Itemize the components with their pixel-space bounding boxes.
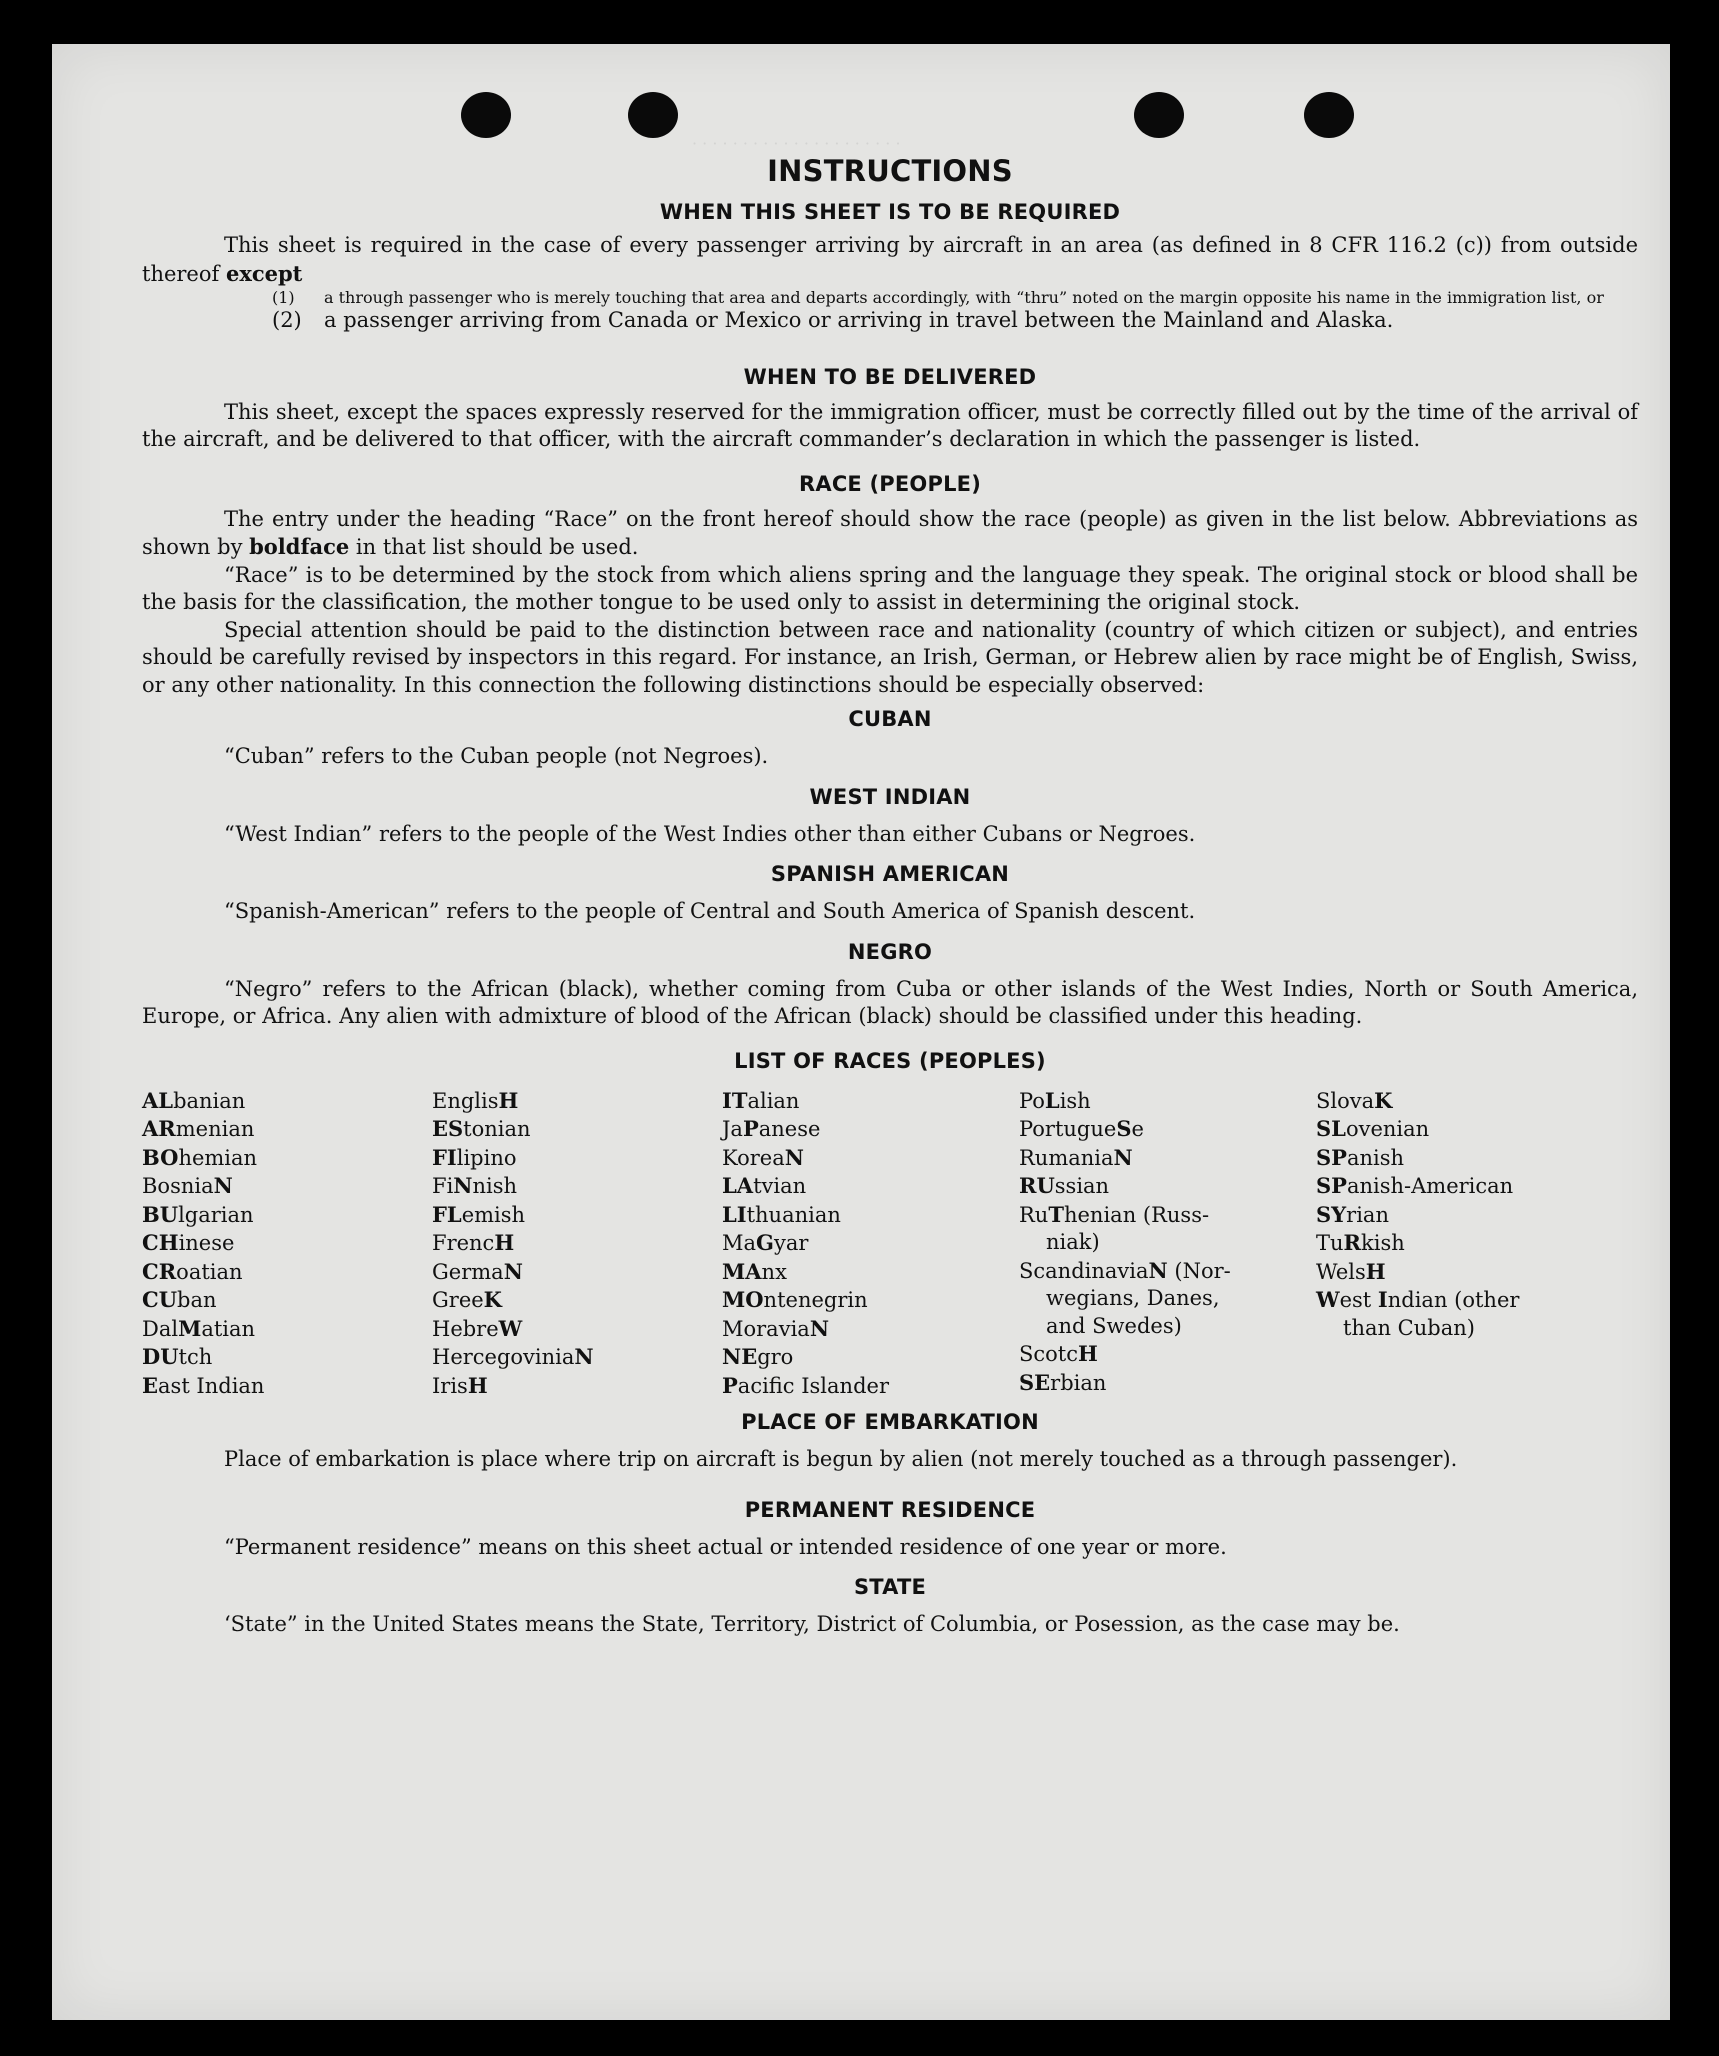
race-entry: RUssian <box>1019 1173 1110 1198</box>
race-entry: EnglisH <box>432 1087 519 1113</box>
race-entry: RuThenian (Russ- <box>1019 1201 1210 1227</box>
race-entry: DUtch <box>142 1344 213 1369</box>
race-entry: SErbian <box>1019 1369 1107 1395</box>
race-entry: DalMatian <box>142 1315 256 1341</box>
race-entry: CUban <box>142 1287 217 1312</box>
instructions-content <box>142 154 1638 1639</box>
races-column-5 <box>1316 1087 1638 1401</box>
race-entry: WelsH <box>1316 1258 1386 1284</box>
heading-west-indian: WEST INDIAN <box>809 784 971 809</box>
race-entry: RumaniaN <box>1019 1144 1133 1170</box>
race-paragraph-3: Special attention should be paid to the distinction between race and nationality (country of which citizen or subject), and entries should be carefully revised by inspectors in this regard. For instance, an Irish, German, or Hebrew alien by race might be of English, Swiss, or any other nationality. In this connection the following distinctions should be especially observed: <box>142 617 1638 697</box>
race-entry: ITalian <box>722 1087 800 1113</box>
race-entry: West Indian (other <box>1316 1287 1520 1312</box>
race-entry: LIthuanian <box>722 1201 841 1227</box>
heading-race: RACE (PEOPLE) <box>799 471 981 496</box>
race-entry: BUlgarian <box>142 1201 254 1227</box>
race-entry: HercegoviniaN <box>432 1344 594 1369</box>
race-entry: PortugueSe <box>1019 1116 1144 1141</box>
punch-hole-4 <box>1304 92 1354 138</box>
race-entry-continuation: and Swedes) <box>1046 1313 1182 1338</box>
race-entry: GermaN <box>432 1258 523 1284</box>
show-through-text: · · · · · · · · · · · · · · · · · · · · · <box>692 134 901 153</box>
race-entry: MOntenegrin <box>722 1287 868 1312</box>
heading-embarkation: PLACE OF EMBARKATION <box>741 1410 1039 1434</box>
page-title: INSTRUCTIONS <box>767 154 1013 188</box>
when-required-item-1: (1) a through passenger who is merely touching that area and departs accordingly, with “thru” noted on the margin opposite his name in the immigration list, or <box>272 288 1604 307</box>
heading-permanent-residence: PERMANENT RESIDENCE <box>744 1497 1036 1522</box>
race-entry: BosniaN <box>142 1173 233 1198</box>
heading-spanish-american: SPANISH AMERICAN <box>770 862 1010 886</box>
race-entry: SlovaK <box>1316 1087 1393 1113</box>
negro-text: “Negro” refers to the African (black), whether coming from Cuba or other islands of the West Indies, North or South America, Europe, or Africa. Any alien with admixture of blood of the African (black) should be classified under this heading. <box>142 976 1638 1028</box>
race-entry: SYrian <box>1316 1201 1389 1227</box>
race-entry: LAtvian <box>722 1173 807 1198</box>
punch-hole-3 <box>1134 92 1184 138</box>
races-list <box>142 1087 1638 1401</box>
race-entry: SPanish-American <box>1316 1173 1514 1198</box>
race-entry: FrencH <box>432 1230 515 1255</box>
races-column-3 <box>722 1087 1019 1401</box>
races-column-2 <box>432 1087 722 1401</box>
race-entry: TuRkish <box>1316 1230 1405 1255</box>
race-entry: SLovenian <box>1316 1116 1430 1141</box>
race-entry: East Indian <box>142 1372 265 1398</box>
race-entry: FLemish <box>432 1201 526 1227</box>
when-required-item-2: (2) a passenger arriving from Canada or Mexico or arriving in travel between the Mainland and Alaska. <box>272 308 1394 332</box>
punch-hole-2 <box>628 92 678 138</box>
race-entry: ScandinaviaN (Nor- <box>1019 1257 1231 1283</box>
west-indian-text: “West Indian” refers to the people of the West Indies other than either Cubans or Negroes. <box>224 821 1196 846</box>
race-entry: FiNnish <box>432 1173 518 1198</box>
race-entry: ALbanian <box>142 1087 246 1113</box>
race-entry: GreeK <box>432 1287 502 1312</box>
race-entry: SPanish <box>1316 1144 1405 1170</box>
race-entry: HebreW <box>432 1315 523 1341</box>
cuban-text: “Cuban” refers to the Cuban people (not Negroes). <box>224 744 769 768</box>
race-entry: ARmenian <box>142 1116 255 1141</box>
heading-negro: NEGRO <box>847 939 933 964</box>
heading-cuban: CUBAN <box>848 707 932 731</box>
heading-list-of-races: LIST OF RACES (PEOPLES) <box>734 1048 1046 1073</box>
race-entry: MAnx <box>722 1258 787 1284</box>
race-entry-continuation: than Cuban) <box>1343 1315 1475 1340</box>
state-text: ‘State” in the United States means the State, Territory, District of Columbia, or Posession, as the case may be. <box>224 1612 1400 1636</box>
race-entry: EStonian <box>432 1116 531 1141</box>
race-paragraph-2: “Race” is to be determined by the stock from which aliens spring and the language they speak. The original stock or blood shall be the basis for the classification, the mother tongue to be used only to assist in determining the original stock. <box>142 562 1638 614</box>
race-entry: BOhemian <box>142 1144 258 1170</box>
race-entry: FIlipino <box>432 1144 517 1170</box>
heading-when-delivered: WHEN TO BE DELIVERED <box>743 364 1037 389</box>
when-required-intro: This sheet is required in the case of every passenger arriving by aircraft in an area (as defined in 8 CFR 116.2 (c)) from outside thereof except <box>142 233 1638 286</box>
race-entry: PoLish <box>1019 1087 1091 1113</box>
race-entry: CRoatian <box>142 1258 243 1284</box>
embarkation-text: Place of embarkation is place where trip on aircraft is begun by alien (not merely touched as a through passenger). <box>224 1447 1458 1471</box>
race-entry: NEgro <box>722 1344 794 1369</box>
race-entry-continuation: wegians, Danes, <box>1046 1286 1220 1310</box>
race-entry-continuation: niak) <box>1046 1230 1100 1254</box>
spanish-american-text: “Spanish-American” refers to the people of Central and South America of Spanish descent. <box>224 899 1196 923</box>
document-sheet <box>52 44 1670 2020</box>
punch-hole-1 <box>461 92 511 138</box>
race-entry: KoreaN <box>722 1144 804 1170</box>
race-entry: JaPanese <box>722 1116 821 1141</box>
race-entry: ScotcH <box>1019 1341 1098 1366</box>
race-entry: MaGyar <box>722 1230 809 1255</box>
permanent-residence-text: “Permanent residence” means on this sheet actual or intended residence of one year or more. <box>224 1534 1227 1559</box>
race-paragraph-1: The entry under the heading “Race” on the front hereof should show the race (people) as given in the list below. Abbreviations as shown by boldface in that list should be used. <box>142 506 1638 559</box>
heading-state: STATE <box>853 1575 927 1599</box>
race-entry: IrisH <box>432 1372 488 1398</box>
race-entry: MoraviaN <box>722 1315 830 1341</box>
heading-when-required: WHEN THIS SHEET IS TO BE REQUIRED <box>659 200 1121 224</box>
when-delivered-text: This sheet, except the spaces expressly reserved for the immigration officer, must be correctly filled out by the time of the arrival of the aircraft, and be delivered to that officer, with the aircraft commander’s declaration in which the passenger is listed. <box>142 399 1638 451</box>
races-column-4 <box>1019 1087 1316 1401</box>
race-entry: CHinese <box>142 1230 235 1255</box>
race-entry: Pacific Islander <box>722 1372 889 1398</box>
races-column-1 <box>142 1087 432 1401</box>
